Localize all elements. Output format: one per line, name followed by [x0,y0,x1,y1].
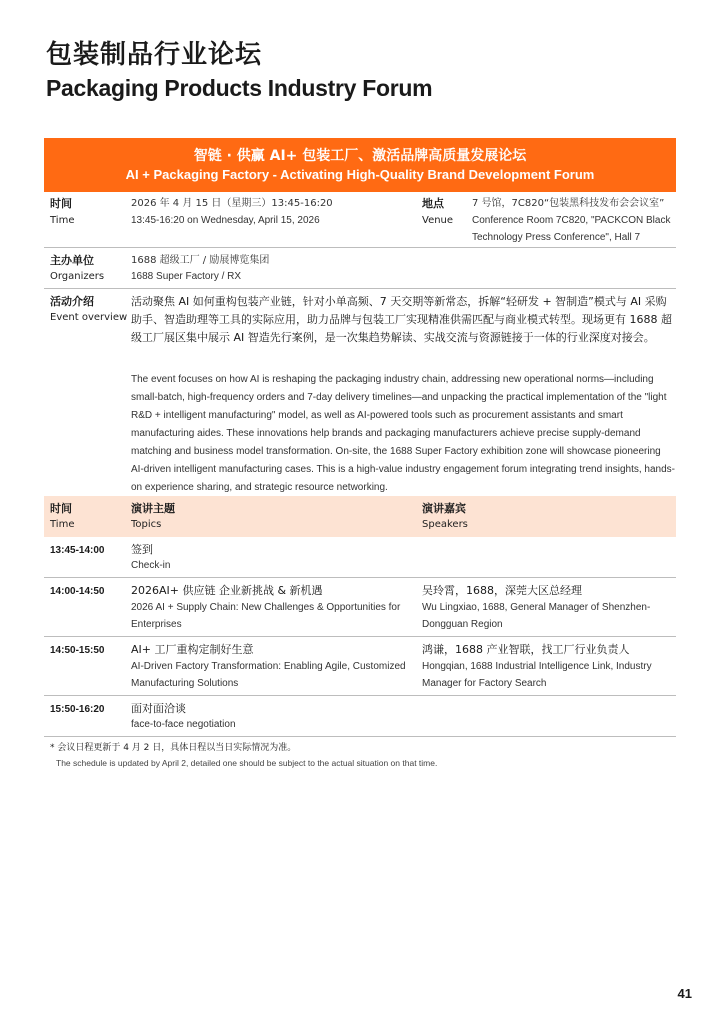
page-title-cn: 包装制品行业论坛 [46,40,263,70]
schedule-topic-cn: 面对面洽谈 [131,702,186,715]
schedule-time: 13:45-14:00 [50,545,105,556]
schedule-header-speaker-en: Speakers [422,519,468,530]
schedule-speaker-en: Wu Lingxiao, 1688, General Manager of Shenzhen-Dongguan Region [422,602,651,630]
time-value-en: 13:45-16:20 on Wednesday, April 15, 2026 [131,215,320,226]
schedule-topic-cn: 签到 [131,543,153,556]
schedule-header [44,496,676,537]
schedule-row [44,578,676,637]
schedule-speaker-cn: 鸿谦，1688 产业智联，找工厂行业负责人 [422,643,630,656]
overview-text-en: The event focuses on how AI is reshaping the packaging industry chain, addressing new operational norms—including small-batch, high-frequency orders and 7-day delivery timelines—and unpacking the practical implementation of the "light R&D + intelligent manufacturing" model, as well as AI-powered tools such as procurement assistants and smart manufacturing aides. These innovations help brands and packaging manufacturers achieve precise supply-demand matching and business model transformation. On-site, the 1688 Super Factory exhibition zone will showcase pioneering AI-driven intelligent manufacturing cases. This is a high-value industry engagement forum integrating trend insights, hands-on experience sharing, and strategic resource networking. [131,374,675,493]
schedule-topic-cn: AI+ 工厂重构定制好生意 [131,643,254,656]
schedule-time: 15:50-16:20 [50,704,105,715]
organizers-value-cn: 1688 超级工厂 / 励展博览集团 [131,255,270,266]
page-number: 41 [677,986,692,1001]
schedule-header-topic-en: Topics [131,519,162,530]
time-value-cn: 2026 年 4 月 15 日（星期三）13:45-16:20 [131,198,333,209]
venue-value-en: Conference Room 7C820, "PACKCON Black Technology Press Conference", Hall 7 [472,215,671,243]
schedule-time: 14:00-14:50 [50,586,105,597]
schedule-row [44,696,676,737]
schedule-time: 14:50-15:50 [50,645,105,656]
schedule-header-topic-cn: 演讲主题 [131,502,175,515]
footnote-cn: * 会议日程更新于 4 月 2 日，具体日程以当日实际情况为准。 [50,743,297,753]
time-label-cn: 时间 [50,197,72,210]
time-label-en: Time [50,215,75,226]
schedule-header-speaker-cn: 演讲嘉宾 [422,502,466,515]
schedule-topic-en: Check-in [131,560,171,571]
forum-title-en: AI + Packaging Factory - Activating High-Quality Brand Development Forum [125,167,595,182]
organizers-label-en: Organizers [50,271,105,282]
venue-label-en: Venue [422,215,454,226]
schedule-speaker-en: Hongqian, 1688 Industrial Intelligence Link, Industry Manager for Factory Search [422,661,652,689]
overview-row [44,289,676,496]
time-venue-row [44,192,676,248]
schedule-header-time-cn: 时间 [50,502,72,515]
schedule-header-time-en: Time [50,519,75,530]
forum-table [44,138,676,737]
overview-text-cn: 活动聚焦 AI 如何重构包装产业链，针对小单高频、7 天交期等新常态，拆解“轻研发 + 智制造”模式与 AI 采购助手、智造助理等工具的实际应用，助力品牌与包装工厂实现精准供需匹配与商业模式转型。现场更有 1688 超级工厂展区集中展示 AI 智造先行案例，是一次集趋势解读、实战交流与资源链接于一体的行业深度对接会。 [131,295,672,344]
organizers-label-cn: 主办单位 [50,254,94,267]
footnote-en: The schedule is updated by April 2, detailed one should be subject to the actual situation on that time. [56,758,438,768]
overview-label-cn: 活动介绍 [50,295,94,308]
schedule-speaker-cn: 吴玲霄，1688，深莞大区总经理 [422,584,582,597]
schedule-topic-cn: 2026AI+ 供应链 企业新挑战 & 新机遇 [131,584,323,597]
venue-label-cn: 地点 [422,197,444,210]
schedule-topic-en: AI-Driven Factory Transformation: Enabling Agile, Customized Manufacturing Solutions [131,661,406,689]
organizers-row [44,248,676,289]
overview-label-en: Event overview [50,312,128,323]
forum-banner [44,138,676,192]
schedule-topic-en: 2026 AI + Supply Chain: New Challenges & Opportunities for Enterprises [131,602,401,630]
schedule-topic-en: face-to-face negotiation [131,719,236,730]
schedule-row [44,637,676,696]
schedule-row [44,537,676,578]
organizers-value-en: 1688 Super Factory / RX [131,271,242,282]
venue-value-cn: 7 号馆，7C820“包装黑科技发布会会议室” [472,198,665,209]
forum-title-cn: 智链 · 供赢 AI+ 包装工厂、激活品牌高质量发展论坛 [193,148,527,164]
page-title-en: Packaging Products Industry Forum [46,75,433,101]
